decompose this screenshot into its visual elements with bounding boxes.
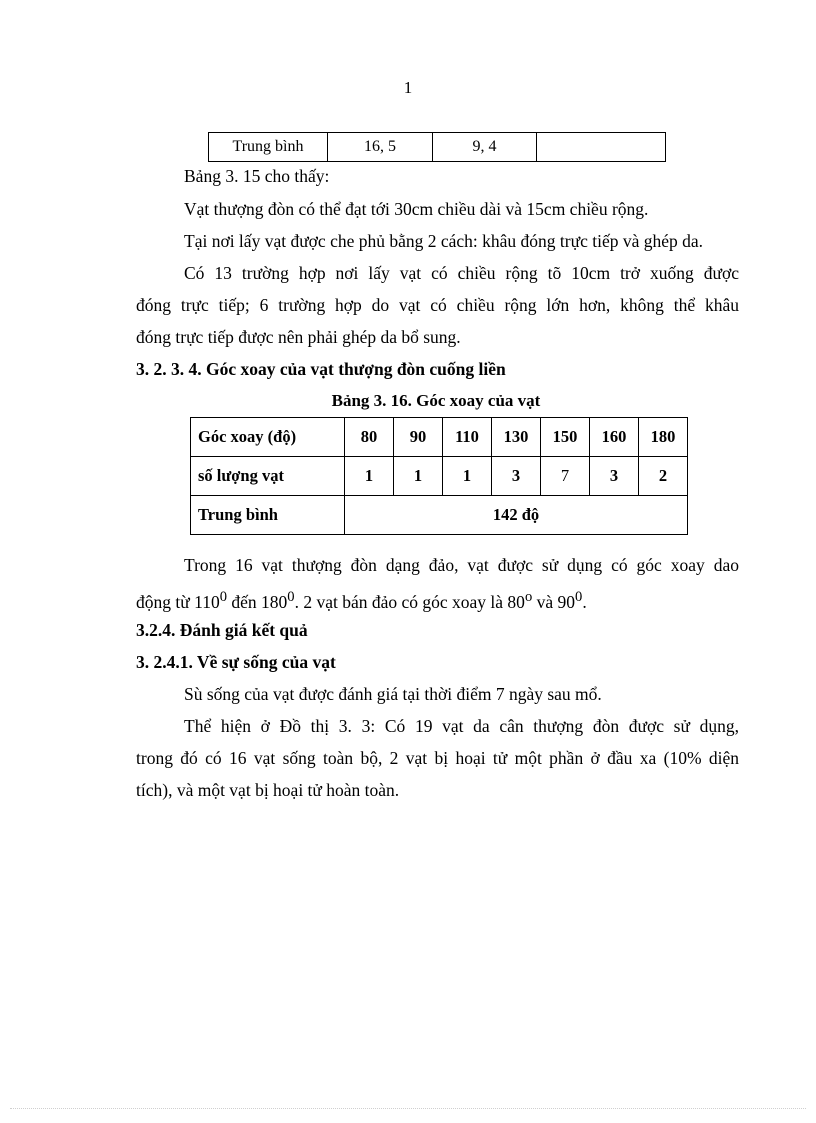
table-caption: Bảng 3. 16. Góc xoay của vạt [331,391,541,410]
table-cell: 130 [492,418,541,457]
paragraph-text: Trong 16 vạt thượng đòn dạng đảo, vạt được sử dụng có góc xoay dao [184,555,739,575]
paragraph-text: trong đó có 16 vạt sống toàn bộ, 2 vạt bị hoại tử một phần ở đầu xa (10% diện [136,748,739,768]
paragraph-text: đóng trực tiếp được nên phải ghép da bổ sung. [136,327,461,347]
table-cell: 3 [590,457,639,496]
table-row-label: Trung bình [191,496,345,535]
superscript: o [524,589,533,605]
text-span: và 90 [532,591,576,612]
table-row-label: số lượng vạt [191,457,345,496]
paragraph-text: Tại nơi lấy vạt được che phủ bằng 2 cách: khâu đóng trực tiếp và ghép da. [184,231,704,251]
table-cell: 1 [394,457,443,496]
paragraph-text: Có 13 trường hợp nơi lấy vạt có chiều rộng tõ 10cm trở xuống được [184,263,739,283]
table-cell: 1 [345,457,394,496]
text-span: . 2 vạt bán đảo có góc xoay là 80 [294,591,525,612]
text-span: . [582,591,587,612]
table-row [191,418,688,457]
table-cell: 3 [492,457,541,496]
superscript: 0 [575,589,583,605]
table-cell: 150 [541,418,590,457]
table-row [209,133,666,162]
paragraph-text: Sù sống của vạt được đánh giá tại thời điểm 7 ngày sau mổ. [184,684,602,704]
table-header-label: Góc xoay (độ) [191,418,345,457]
superscript: 0 [219,589,227,605]
paragraph-text: Bảng 3. 15 cho thấy: [184,166,330,186]
section-heading: 3.2.4. Đánh giá kết quả [136,620,308,640]
table-cell: 2 [639,457,688,496]
table-cell-label: Trung bình [209,133,328,162]
paragraph-text: Vạt thượng đòn có thể đạt tới 30cm chiều dài và 15cm chiều rộng. [184,199,649,219]
paragraph-text: đóng trực tiếp; 6 trường hợp do vạt có chiều rộng lớn hơn, không thể khâu [136,295,739,315]
text-span: đến 180 [227,591,288,612]
paragraph-text: Thể hiện ở Đồ thị 3. 3: Có 19 vạt da cân thượng đòn được sử dụng, [184,716,739,736]
table-cell: 160 [590,418,639,457]
page-number: 1 [403,78,413,97]
table-cell: 7 [541,457,590,496]
table-cell: 90 [394,418,443,457]
table-cell-average: 142 độ [345,496,688,535]
superscript: 0 [287,589,295,605]
section-heading: 3. 2. 3. 4. Góc xoay của vạt thượng đòn cuống liền [136,359,506,379]
table-cell: 9, 4 [433,133,537,162]
table-cell: 16, 5 [328,133,433,162]
paragraph-text: tích), và một vạt bị hoại tử hoàn toàn. [136,780,400,800]
page-bottom-divider [10,1108,806,1109]
text-span: động từ 110 [136,591,220,612]
angle-table [190,417,688,535]
table-cell: 80 [345,418,394,457]
paragraph-text [136,586,587,613]
table-row [191,457,688,496]
table-cell [537,133,666,162]
table-cell: 1 [443,457,492,496]
table-row [191,496,688,535]
continued-table [208,132,666,162]
section-heading: 3. 2.4.1. Về sự sống của vạt [136,652,336,672]
table-cell: 110 [443,418,492,457]
table-cell: 180 [639,418,688,457]
